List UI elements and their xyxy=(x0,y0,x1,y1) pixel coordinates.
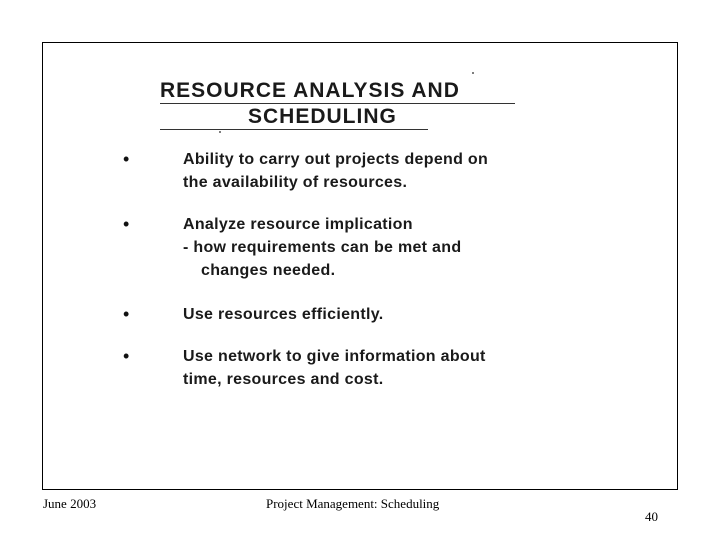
bullet-line: time, resources and cost. xyxy=(183,371,384,388)
bullet-marker: • xyxy=(123,149,130,169)
bullet-text xyxy=(183,303,583,326)
bullet-marker: • xyxy=(123,304,130,324)
bullet-line: Ability to carry out projects depend on xyxy=(183,151,489,168)
scan-speck xyxy=(472,72,474,74)
footer-date: June 2003 xyxy=(43,496,97,511)
bullet-marker: • xyxy=(123,214,130,234)
bullet-line: the availability of resources. xyxy=(183,174,408,191)
footer-course-title: Project Management: Scheduling xyxy=(266,496,440,511)
bullet-sub-line: - how requirements can be met and xyxy=(183,239,462,256)
bullet-line: Use resources efficiently. xyxy=(183,306,384,323)
scan-speck xyxy=(219,131,221,133)
bullet-sub-line: changes needed. xyxy=(201,262,336,279)
bullet-line: Analyze resource implication xyxy=(183,216,413,233)
bullet-line: Use network to give information about xyxy=(183,348,486,365)
bullet-marker: • xyxy=(123,346,130,366)
slide-title xyxy=(160,78,540,130)
slide-title-line-1: RESOURCE ANALYSIS AND xyxy=(160,78,515,104)
bullet-text xyxy=(183,213,583,282)
bullet-text xyxy=(183,345,583,391)
footer-page-number: 40 xyxy=(645,509,658,524)
bullet-text xyxy=(183,148,583,194)
slide-title-line-2: SCHEDULING xyxy=(160,104,428,130)
